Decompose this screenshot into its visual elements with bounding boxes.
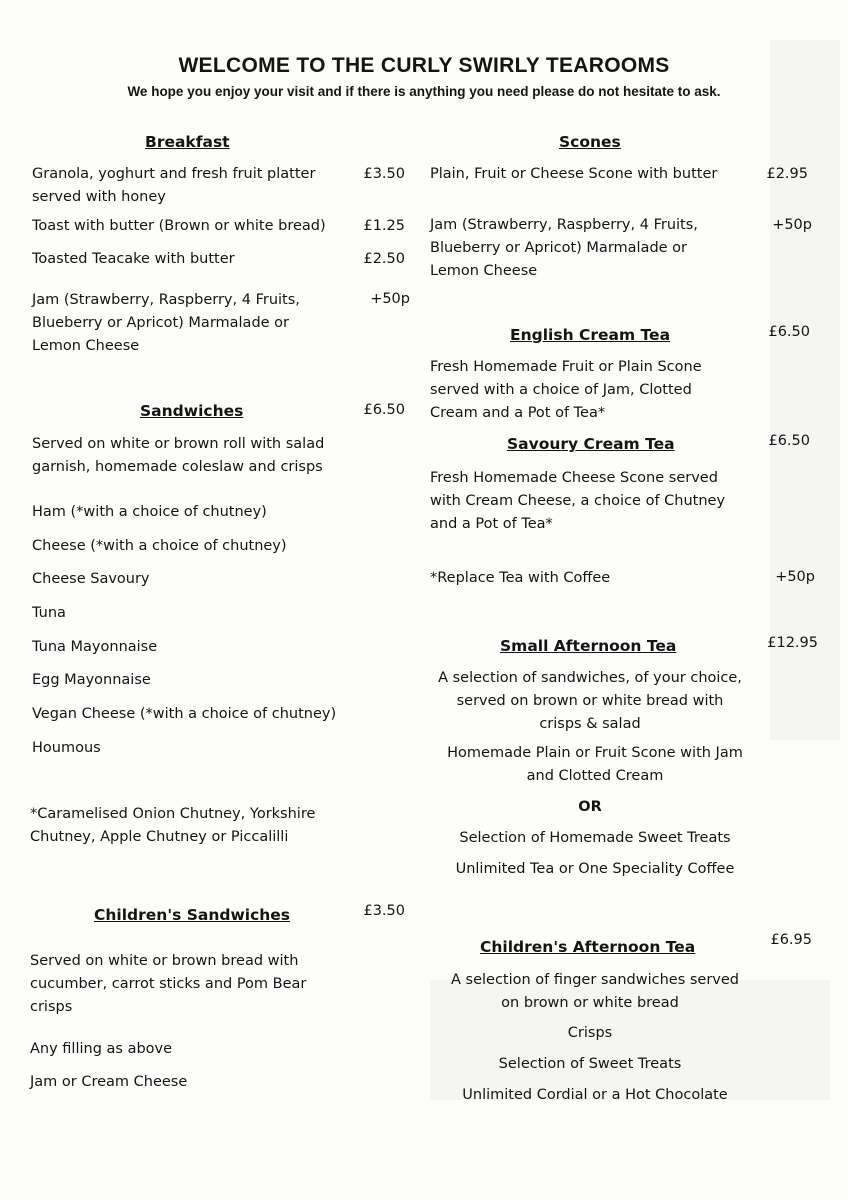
small-afternoon-tea-line2: served on brown or white bread with	[456, 693, 724, 709]
childrens-sandwiches-desc-line1: Served on white or brown bread with	[30, 953, 299, 969]
chutney-note-line2: Chutney, Apple Chutney or Piccalilli	[30, 829, 289, 845]
breakfast-item-toast: Toast with butter (Brown or white bread)	[32, 218, 326, 234]
english-cream-tea-price: £6.50	[768, 324, 810, 340]
breakfast-item-teacake: Toasted Teacake with butter	[32, 251, 235, 267]
replace-tea-price: +50p	[775, 569, 815, 585]
childrens-afternoon-tea-line2: on brown or white bread	[501, 995, 679, 1011]
sandwiches-heading: Sandwiches	[140, 402, 244, 420]
chutney-note-line1: *Caramelised Onion Chutney, Yorkshire	[30, 806, 316, 822]
childrens-sandwiches-price: £3.50	[363, 903, 405, 919]
childrens-sandwiches-heading: Children's Sandwiches	[94, 906, 291, 924]
scones-jam-line3: Lemon Cheese	[430, 263, 538, 279]
childrens-afternoon-tea-price: £6.95	[770, 932, 812, 948]
breakfast-item-toast-price: £1.25	[363, 218, 405, 234]
sandwiches-desc-line1: Served on white or brown roll with salad	[32, 436, 325, 452]
breakfast-heading: Breakfast	[145, 133, 230, 151]
childrens-afternoon-tea-line3: Crisps	[567, 1025, 613, 1041]
savoury-cream-tea-price: £6.50	[768, 433, 810, 449]
savoury-cream-tea-line3: and a Pot of Tea*	[430, 516, 553, 532]
small-afternoon-tea-or: OR	[578, 799, 602, 815]
scones-jam-line1: Jam (Strawberry, Raspberry, 4 Fruits,	[430, 217, 698, 233]
scones-jam-line2: Blueberry or Apricot) Marmalade or	[430, 240, 688, 256]
sandwich-filling: Egg Mayonnaise	[32, 672, 151, 688]
scones-jam-price: +50p	[772, 217, 812, 233]
sandwiches-desc-line2: garnish, homemade coleslaw and crisps	[32, 459, 323, 475]
childrens-sandwiches-desc-line3: crisps	[30, 999, 73, 1015]
small-afternoon-tea-price: £12.95	[767, 635, 818, 651]
page-subtitle: We hope you enjoy your visit and if there is anything you need please do not hesitate to ask.	[127, 84, 721, 99]
breakfast-item-jam-line2: Blueberry or Apricot) Marmalade or	[32, 315, 290, 331]
childrens-sandwiches-desc-line2: cucumber, carrot sticks and Pom Bear	[30, 976, 307, 992]
scones-item: Plain, Fruit or Cheese Scone with butter	[430, 166, 718, 182]
english-cream-tea-line1: Fresh Homemade Fruit or Plain Scone	[430, 359, 702, 375]
sandwich-filling: Cheese (*with a choice of chutney)	[32, 538, 287, 554]
sandwich-filling: Tuna	[32, 605, 66, 621]
replace-tea-note: *Replace Tea with Coffee	[430, 570, 611, 586]
savoury-cream-tea-heading: Savoury Cream Tea	[507, 435, 675, 453]
english-cream-tea-line2: served with a choice of Jam, Clotted	[430, 382, 692, 398]
childrens-afternoon-tea-line5: Unlimited Cordial or a Hot Chocolate	[462, 1087, 728, 1103]
sandwiches-price: £6.50	[363, 402, 405, 418]
small-afternoon-tea-line5: and Clotted Cream	[526, 768, 664, 784]
sandwich-filling: Houmous	[32, 740, 101, 756]
english-cream-tea-heading: English Cream Tea	[510, 326, 671, 344]
small-afternoon-tea-heading: Small Afternoon Tea	[500, 637, 677, 655]
breakfast-item-jam-line1: Jam (Strawberry, Raspberry, 4 Fruits,	[32, 292, 300, 308]
small-afternoon-tea-line1: A selection of sandwiches, of your choice,	[438, 670, 742, 686]
breakfast-item-granola-line1: Granola, yoghurt and fresh fruit platter	[32, 166, 316, 182]
small-afternoon-tea-line4: Homemade Plain or Fruit Scone with Jam	[447, 745, 743, 761]
scones-heading: Scones	[559, 133, 621, 151]
breakfast-item-granola-line2: served with honey	[32, 189, 166, 205]
childrens-sandwiches-any-filling: Any filling as above	[30, 1041, 173, 1057]
childrens-sandwiches-jam: Jam or Cream Cheese	[30, 1074, 188, 1090]
scones-item-price: £2.95	[766, 166, 808, 182]
breakfast-item-teacake-price: £2.50	[363, 251, 405, 267]
savoury-cream-tea-line2: with Cream Cheese, a choice of Chutney	[430, 493, 726, 509]
small-afternoon-tea-line7: Unlimited Tea or One Speciality Coffee	[455, 861, 735, 877]
sandwich-filling: Cheese Savoury	[32, 571, 150, 587]
small-afternoon-tea-line6: Selection of Homemade Sweet Treats	[459, 830, 731, 846]
small-afternoon-tea-line3: crisps & salad	[539, 716, 641, 732]
english-cream-tea-line3: Cream and a Pot of Tea*	[430, 405, 606, 421]
childrens-afternoon-tea-heading: Children's Afternoon Tea	[480, 938, 696, 956]
breakfast-item-jam-price: +50p	[370, 291, 410, 307]
breakfast-item-jam-line3: Lemon Cheese	[32, 338, 140, 354]
savoury-cream-tea-line1: Fresh Homemade Cheese Scone served	[430, 470, 718, 486]
sandwich-filling: Vegan Cheese (*with a choice of chutney)	[32, 706, 337, 722]
sandwich-filling: Ham (*with a choice of chutney)	[32, 504, 267, 520]
childrens-afternoon-tea-line1: A selection of finger sandwiches served	[450, 972, 740, 988]
page-title: WELCOME TO THE CURLY SWIRLY TEAROOMS	[178, 54, 670, 77]
breakfast-item-granola-price: £3.50	[363, 166, 405, 182]
childrens-afternoon-tea-line4: Selection of Sweet Treats	[498, 1056, 682, 1072]
sandwich-filling: Tuna Mayonnaise	[32, 639, 158, 655]
